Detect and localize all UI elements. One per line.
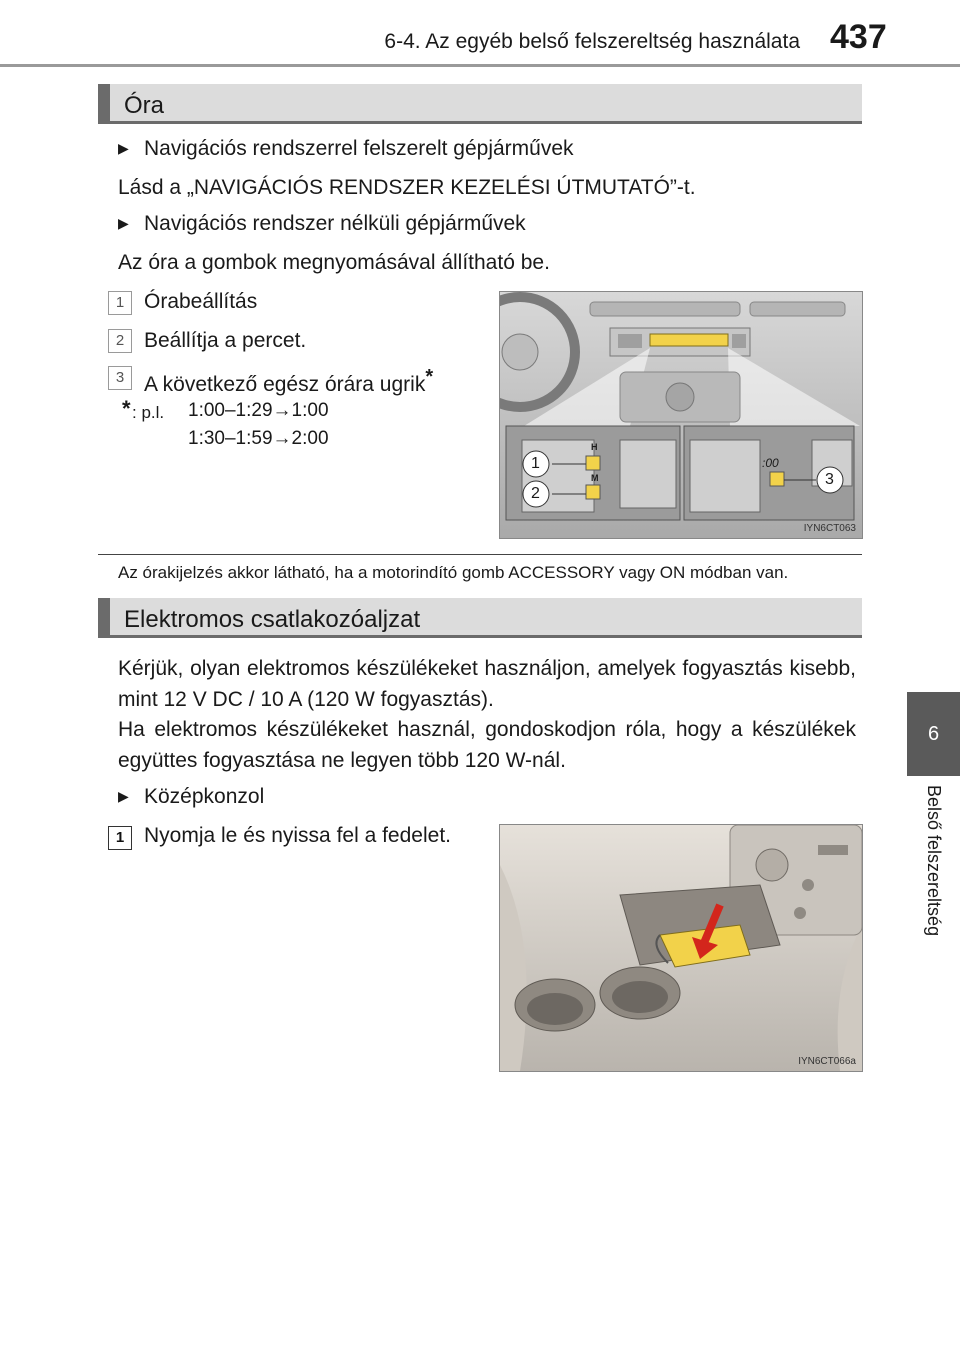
hour-button: [586, 456, 600, 470]
triangle-bullet-icon: ▶: [118, 788, 129, 804]
item-label: Órabeállítás: [144, 290, 258, 313]
chapter-label: [908, 785, 960, 955]
dashboard-drawing: [500, 292, 862, 538]
callout-number: 2: [531, 485, 540, 502]
minute-button: [586, 485, 600, 499]
paragraph: Az óra a gombok megnyomásával állítható be.: [118, 251, 550, 274]
footnote-prefix: : p.l.: [132, 403, 165, 422]
note-divider: [98, 554, 862, 555]
socket-illustration: [499, 824, 863, 1072]
paragraph: Ha elektromos készülékeket használ, gondoskodjon róla, hogy a készülékek együttes fogyasztása ne legyen több 120 W-nál.: [118, 718, 856, 772]
image-code: IYN6CT063: [803, 523, 856, 534]
note-text: Az órakijelzés akkor látható, ha a motorindító gomb ACCESSORY vagy ON módban van.: [118, 563, 789, 582]
console-drawing: [500, 825, 862, 1071]
item-number: 2: [108, 329, 132, 353]
item-number: 1: [108, 291, 132, 315]
item-label: Beállítja a percet.: [144, 329, 307, 352]
item-label-text: A következő egész órára ugrik: [144, 373, 426, 396]
triangle-bullet-icon: ▶: [118, 140, 129, 156]
step-number: 1: [108, 826, 132, 850]
paragraph: Kérjük, olyan elektromos készülékeket használjon, amelyek fogyasztás kisebb, mint 12 V DC / 10 A (120 W fogyasztás).: [118, 657, 856, 711]
bullet-no-nav: [118, 208, 526, 239]
footnote-line: 1:00–1:29→1:00: [188, 400, 329, 421]
item-number: 3: [108, 366, 132, 390]
footnote-asterisk: *: [122, 396, 131, 421]
button-h-label: H: [591, 442, 598, 452]
footnote-line: 1:30–1:59→2:00: [188, 428, 329, 449]
triangle-bullet-icon: ▶: [118, 215, 129, 231]
header-rule: [0, 64, 960, 67]
image-code: IYN6CT066a: [798, 1056, 856, 1067]
bullet-text: Navigációs rendszerrel felszerelt gépjárművek: [144, 137, 574, 160]
button-m-label: M: [591, 473, 599, 483]
clock-illustration: [499, 291, 863, 539]
section-heading-socket: Elektromos csatlakozóaljzat: [98, 598, 862, 638]
clock-display: :00: [762, 456, 779, 470]
asterisk-mark: *: [425, 366, 434, 388]
callout-number: 3: [825, 471, 834, 488]
chapter-tab: 6: [907, 692, 960, 776]
step-text: Nyomja le és nyissa fel a fedelet.: [144, 824, 451, 847]
item-label: [144, 362, 433, 400]
bullet-nav-equipped: [118, 133, 574, 164]
bullet-text: Navigációs rendszer nélküli gépjárművek: [144, 212, 526, 235]
round-button: [770, 472, 784, 486]
bullet-center-console: [118, 781, 264, 812]
bullet-text: Középkonzol: [144, 785, 265, 808]
callout-number: 1: [531, 455, 540, 472]
running-header: 6-4. Az egyéb belső felszereltség használata: [384, 30, 800, 53]
page-number: 437: [830, 18, 887, 56]
section-heading-clock: Óra: [98, 84, 862, 124]
paragraph: Lásd a „NAVIGÁCIÓS RENDSZER KEZELÉSI ÚTMUTATÓ”-t.: [118, 176, 696, 199]
chapter-label-text: Belső felszereltség: [924, 785, 944, 937]
